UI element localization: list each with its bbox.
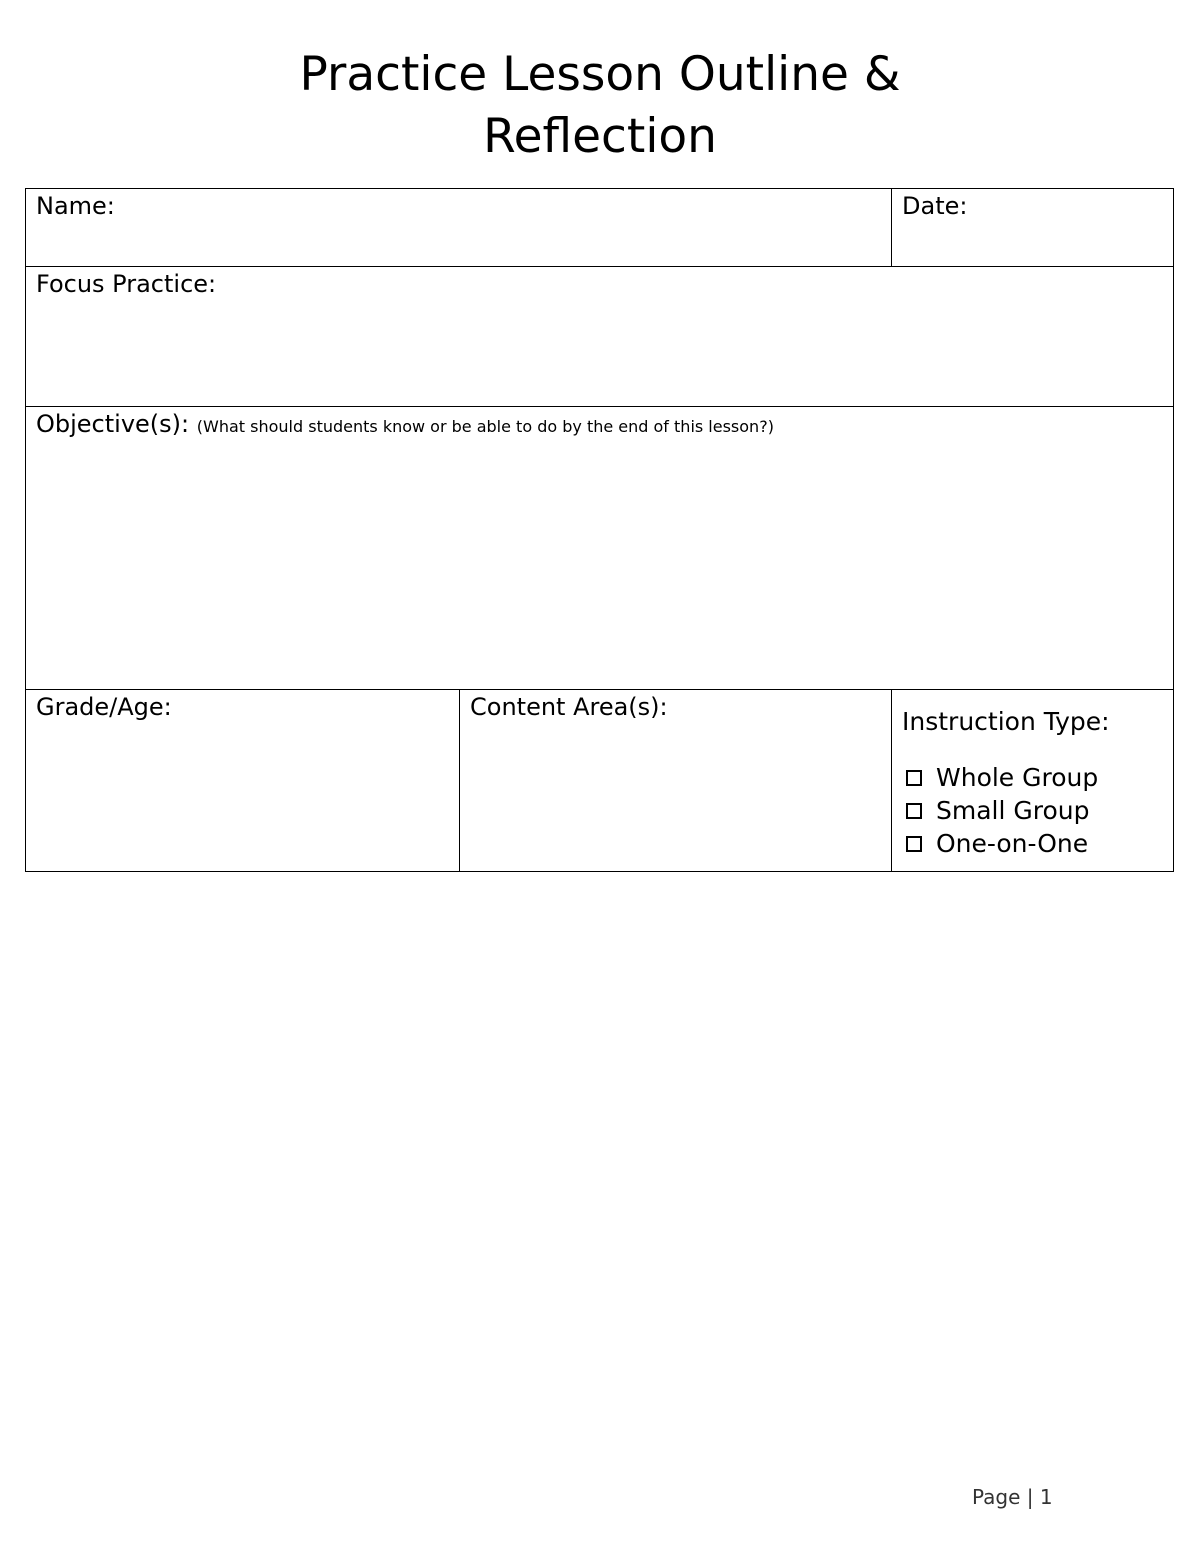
content-area-label: Content Area(s):: [470, 693, 668, 721]
name-field[interactable]: [26, 191, 891, 266]
grade-age-field[interactable]: [26, 692, 459, 871]
instruction-type-options: [902, 761, 1163, 860]
checkbox-icon[interactable]: [906, 770, 922, 786]
date-label: Date:: [902, 192, 968, 220]
row-divider: [26, 406, 1173, 407]
option-one-on-one[interactable]: [902, 827, 1163, 860]
option-label: Whole Group: [936, 763, 1099, 792]
option-whole-group[interactable]: [902, 761, 1163, 794]
checkbox-icon[interactable]: [906, 836, 922, 852]
title-line-2: Reflection: [483, 109, 717, 164]
content-area-field[interactable]: [460, 692, 891, 871]
option-label: Small Group: [936, 796, 1090, 825]
grade-age-label: Grade/Age:: [36, 693, 172, 721]
name-label: Name:: [36, 192, 115, 220]
date-field[interactable]: [892, 191, 1173, 266]
title-line-1: Practice Lesson Outline &: [299, 47, 901, 102]
checkbox-icon[interactable]: [906, 803, 922, 819]
row-divider: [26, 689, 1173, 690]
focus-practice-label: Focus Practice:: [36, 270, 217, 298]
page-number: Page | 1: [972, 1485, 1053, 1509]
instruction-type-label: Instruction Type:: [902, 707, 1110, 736]
objectives-field[interactable]: [26, 409, 1173, 689]
lesson-form-table: [25, 188, 1174, 872]
row-divider: [26, 266, 1173, 267]
option-label: One-on-One: [936, 829, 1089, 858]
instruction-type-field: [892, 707, 1173, 871]
focus-practice-field[interactable]: [26, 269, 1173, 406]
objectives-label: Objective(s):: [36, 410, 190, 438]
objectives-hint: (What should students know or be able to do by the end of this lesson?): [196, 417, 774, 436]
page-title: [0, 44, 1200, 168]
option-small-group[interactable]: [902, 794, 1163, 827]
